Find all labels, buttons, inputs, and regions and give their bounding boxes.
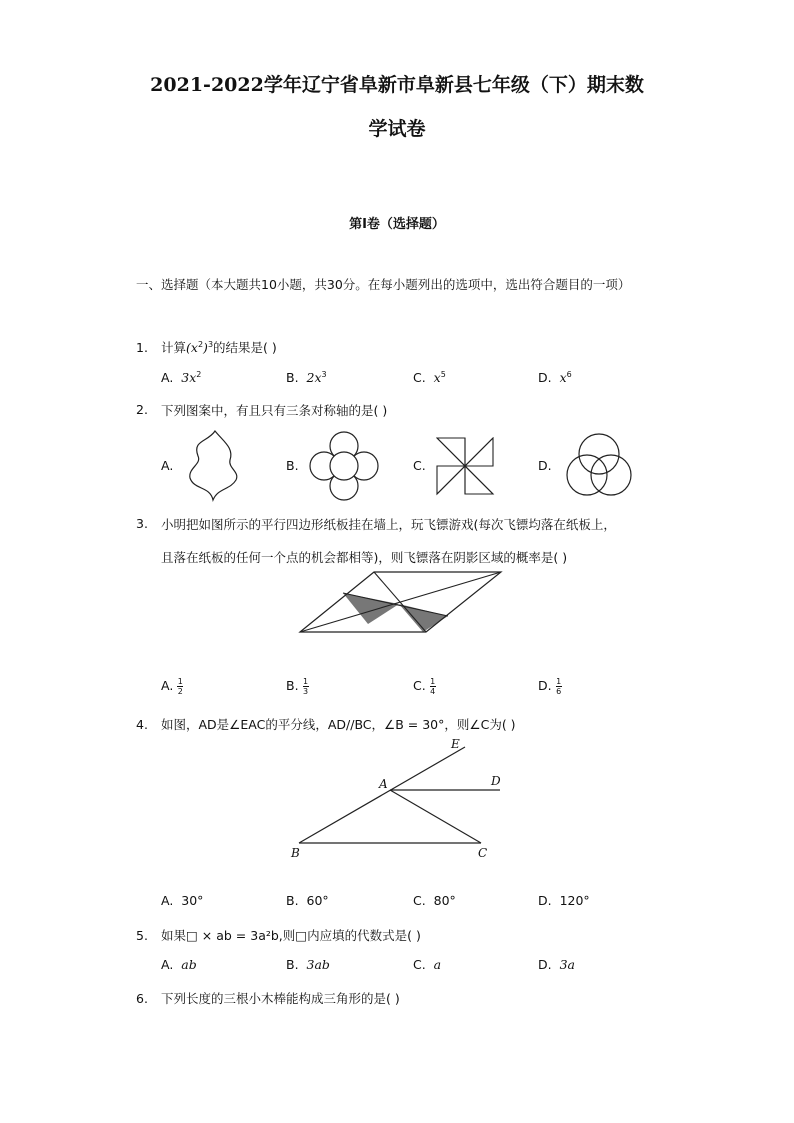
- page-title-line2: 学试卷: [368, 118, 426, 140]
- q1-option-c[interactable]: C. $x^5$: [413, 370, 446, 386]
- q5-stem: 如果□ × ab = 3a²b,则□内应填的代数式是( ): [161, 928, 421, 943]
- label-b: B: [291, 846, 300, 860]
- q2-figure-a: [180, 428, 250, 503]
- label-c: C: [478, 846, 488, 860]
- q1-option-b[interactable]: B. $2x^3$: [286, 370, 327, 386]
- q4-option-a[interactable]: A. 30°: [161, 893, 204, 908]
- q1-number: 1.: [136, 340, 148, 355]
- q5-option-d[interactable]: D. 3a: [538, 957, 575, 972]
- q5-option-a[interactable]: A. ab: [161, 957, 197, 972]
- q5-number: 5.: [136, 928, 148, 943]
- q3-option-b[interactable]: B. $\frac{1}{3}$: [286, 677, 309, 696]
- section-heading: 一、选择题（本大题共10小题，共30分。在每小题列出的选项中，选出符合题目的一项）: [136, 277, 631, 292]
- q1-option-a[interactable]: A. $3x^2$: [161, 370, 202, 386]
- label-e: E: [451, 737, 460, 751]
- q6-number: 6.: [136, 991, 148, 1006]
- q2-option-b-label[interactable]: B.: [286, 458, 299, 473]
- q2-option-a-label[interactable]: A.: [161, 458, 174, 473]
- q2-figure-d: [563, 430, 635, 500]
- q2-number: 2.: [136, 402, 148, 417]
- q3-parallelogram-figure: [296, 568, 506, 638]
- q2-option-c-label[interactable]: C.: [413, 458, 426, 473]
- q4-number: 4.: [136, 717, 148, 732]
- q2-stem: 下列图案中，有且只有三条对称轴的是( ): [161, 403, 388, 418]
- q4-option-b[interactable]: B. 60°: [286, 893, 329, 908]
- q4-option-c[interactable]: C. 80°: [413, 893, 456, 908]
- q4-stem: 如图，AD是∠EAC的平分线，AD//BC，∠B = 30°，则∠C为( ): [161, 717, 516, 732]
- q5-option-b[interactable]: B. 3ab: [286, 957, 330, 972]
- q5-option-c[interactable]: C. a: [413, 957, 442, 972]
- q3-stem-line2: 且落在纸板的任何一个点的机会都相等)，则飞镖落在阴影区域的概率是( ): [161, 550, 568, 565]
- q4-triangle-figure: [285, 733, 515, 863]
- q3-stem-line1: 小明把如图所示的平行四边形纸板挂在墙上，玩飞镖游戏(每次飞镖均落在纸板上，: [161, 517, 616, 532]
- q1-stem: 计算$(x^2)^3$的结果是( ): [161, 339, 277, 355]
- q3-option-a[interactable]: A. $\frac{1}{2}$: [161, 677, 183, 696]
- q3-option-d[interactable]: D. $\frac{1}{6}$: [538, 677, 562, 696]
- label-d: D: [491, 774, 501, 788]
- volume-heading: 第I卷（选择题）: [349, 217, 445, 232]
- q3-number: 3.: [136, 516, 148, 531]
- q1-option-d[interactable]: D. $x^6$: [538, 370, 572, 386]
- page-title-line1: 2021-2022学年辽宁省阜新市阜新县七年级（下）期末数: [150, 74, 644, 96]
- q2-figure-b: [308, 430, 380, 502]
- q6-stem: 下列长度的三根小木棒能构成三角形的是( ): [161, 991, 400, 1006]
- q3-option-c[interactable]: C. $\frac{1}{4}$: [413, 677, 436, 696]
- label-a: A: [379, 777, 388, 791]
- q2-option-d-label[interactable]: D.: [538, 458, 552, 473]
- q4-option-d[interactable]: D. 120°: [538, 893, 590, 908]
- q2-figure-c: [436, 437, 496, 497]
